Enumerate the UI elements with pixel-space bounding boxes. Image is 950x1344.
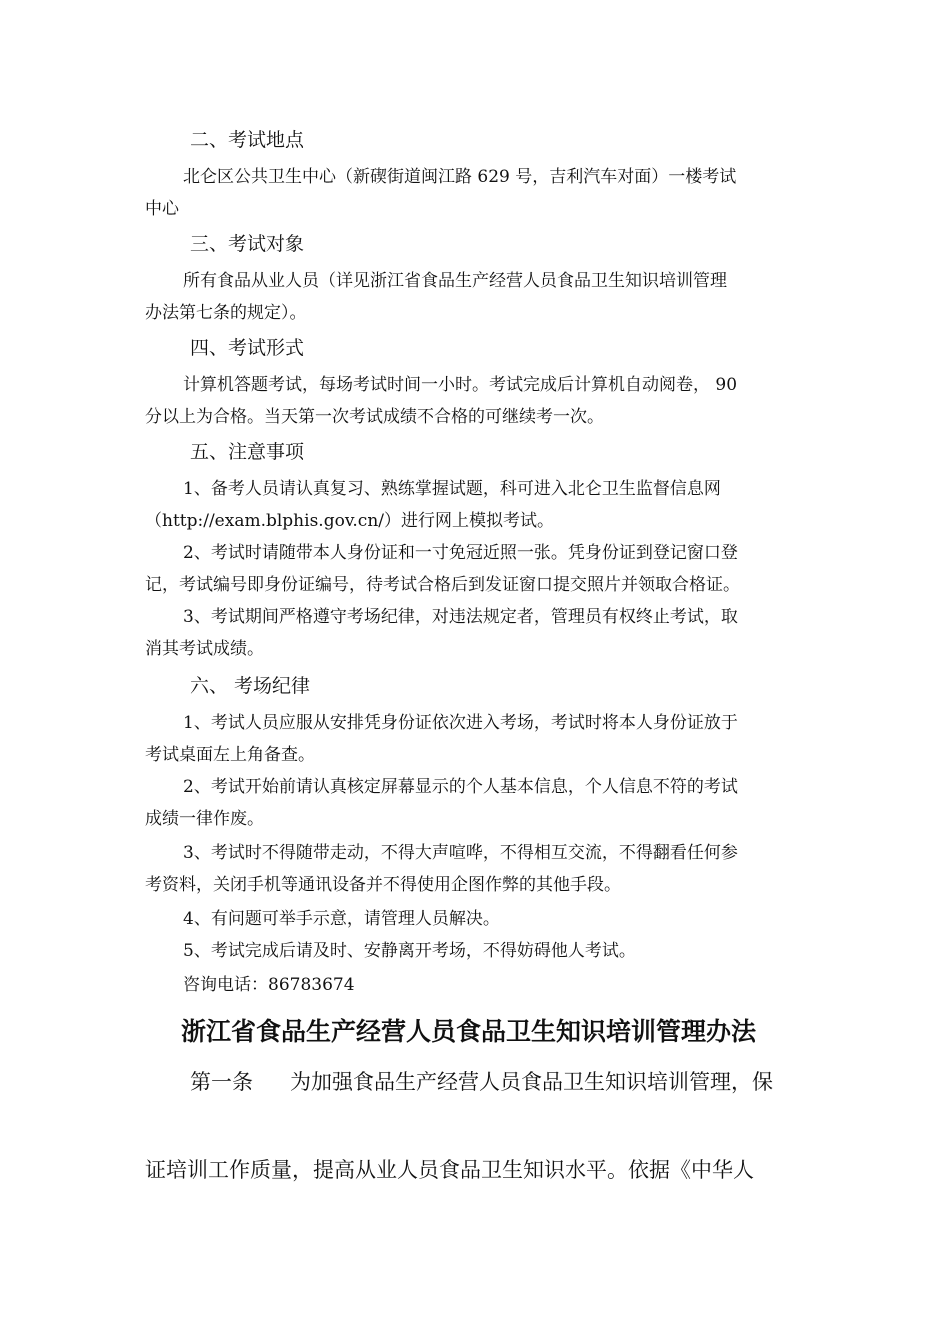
paragraph-line: 北仑区公共卫生中心（新碶街道闽江路 629 号，吉利汽车对面）一楼考试 — [183, 167, 737, 187]
regulation-title: 浙江省食品生产经营人员食品卫生知识培训管理办法 — [181, 1017, 757, 1046]
paragraph-line: 办法第七条的规定）。 — [145, 303, 307, 323]
paragraph-line: 2、考试时请随带本人身份证和一寸免冠近照一张。凭身份证到登记窗口登 — [183, 543, 738, 563]
paragraph-line: 4、有问题可举手示意，请管理人员解决。 — [183, 909, 500, 929]
section-heading-notes: 五、注意事项 — [190, 441, 305, 463]
section-heading-exam-format: 四、考试形式 — [190, 337, 305, 359]
paragraph-line: 消其考试成绩。 — [145, 639, 264, 659]
section-heading-exam-discipline: 六、 考场纪律 — [190, 675, 311, 697]
contact-phone: 咨询电话：86783674 — [183, 975, 355, 995]
paragraph-line: 为加强食品生产经营人员食品卫生知识培训管理，保 — [290, 1070, 773, 1094]
paragraph-line: （http://exam.blphis.gov.cn/）进行网上模拟考试。 — [145, 511, 555, 531]
paragraph-line: 2、考试开始前请认真核定屏幕显示的个人基本信息，个人信息不符的考试 — [183, 777, 738, 797]
paragraph-line: 3、考试时不得随带走动，不得大声喧哗，不得相互交流，不得翻看任何参 — [183, 843, 738, 863]
section-heading-exam-target: 三、考试对象 — [190, 233, 305, 255]
paragraph-line: 证培训工作质量，提高从业人员食品卫生知识水平。依据《中华人 — [145, 1158, 754, 1182]
paragraph-line: 中心 — [145, 199, 179, 219]
paragraph-line: 计算机答题考试，每场考试时间一小时。考试完成后计算机自动阅卷， 90 — [183, 375, 738, 395]
paragraph-line: 考资料，关闭手机等通讯设备并不得使用企图作弊的其他手段。 — [145, 875, 621, 895]
paragraph-line: 考试桌面左上角备查。 — [145, 745, 315, 765]
paragraph-line: 1、备考人员请认真复习、熟练掌握试题，科可进入北仑卫生监督信息网 — [183, 479, 721, 499]
paragraph-line: 所有食品从业人员（详见浙江省食品生产经营人员食品卫生知识培训管理 — [183, 271, 727, 291]
paragraph-line: 记，考试编号即身份证编号，待考试合格后到发证窗口提交照片并领取合格证。 — [145, 575, 740, 595]
article-label: 第一条 — [190, 1070, 253, 1094]
paragraph-line: 分以上为合格。当天第一次考试成绩不合格的可继续考一次。 — [145, 407, 604, 427]
paragraph-line: 3、考试期间严格遵守考场纪律，对违法规定者，管理员有权终止考试，取 — [183, 607, 738, 627]
paragraph-line: 1、考试人员应服从安排凭身份证依次进入考场，考试时将本人身份证放于 — [183, 713, 738, 733]
paragraph-line: 成绩一律作废。 — [145, 809, 264, 829]
section-heading-exam-location: 二、考试地点 — [190, 129, 305, 151]
paragraph-line: 5、考试完成后请及时、安静离开考场，不得妨碍他人考试。 — [183, 941, 636, 961]
